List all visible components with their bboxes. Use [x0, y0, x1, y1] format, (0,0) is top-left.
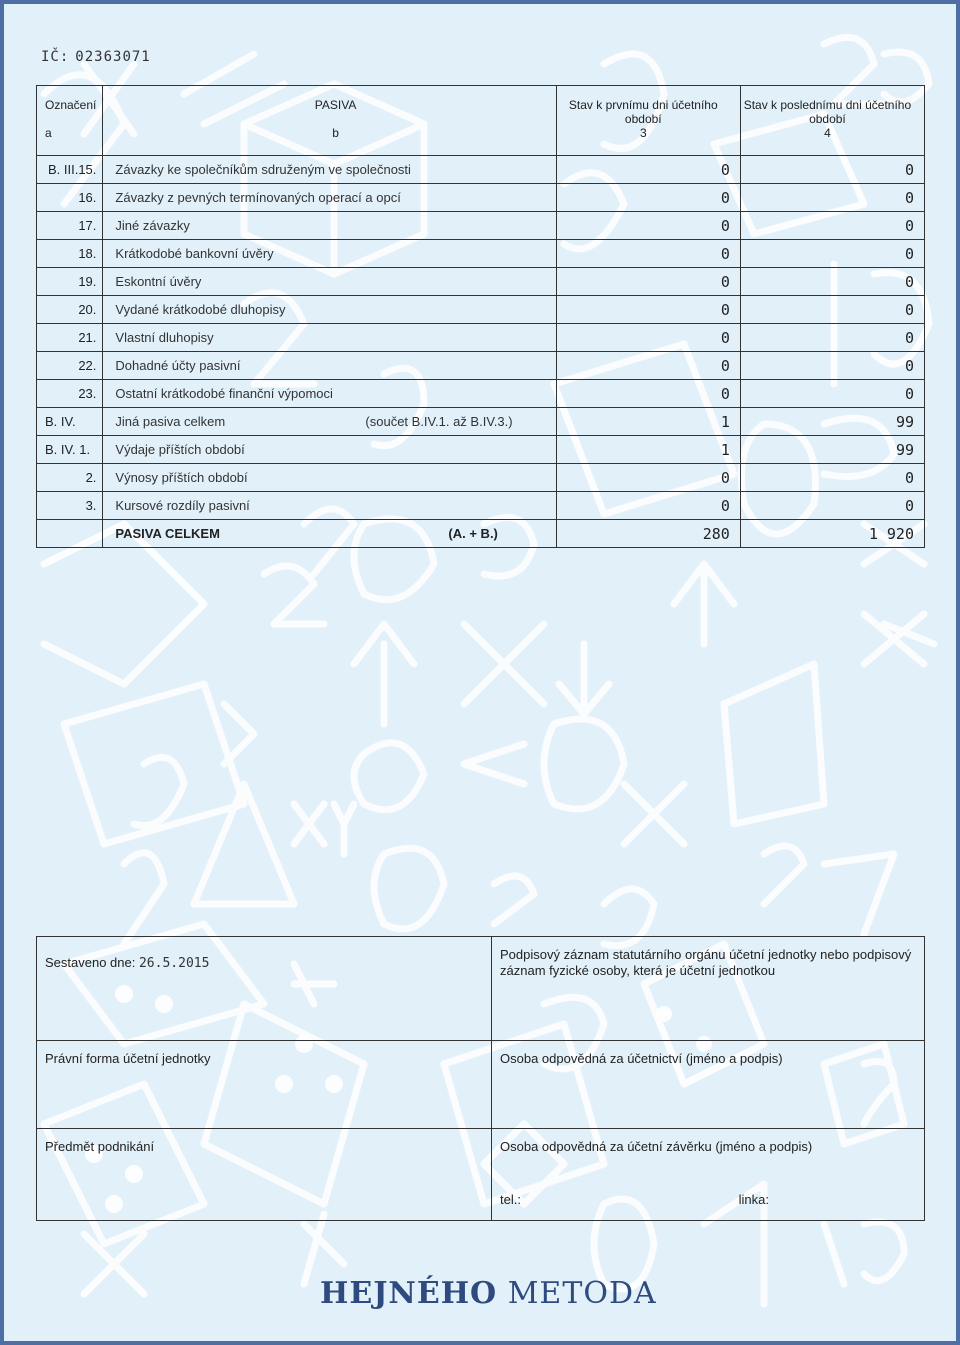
table-row — [37, 240, 925, 268]
table-header-row — [37, 86, 925, 156]
row-value-start: 0 — [556, 352, 740, 380]
row-code: B. IV. — [37, 408, 103, 436]
row-value-start: 0 — [556, 324, 740, 352]
row-label: Vydané krátkodobé dluhopisy — [103, 296, 556, 324]
tel-label: tel.: — [500, 1192, 521, 1207]
hejneho-metoda-logo — [320, 1276, 657, 1311]
logo-regular: METODA — [507, 1276, 657, 1311]
row-value-start: 0 — [556, 464, 740, 492]
row-value-end: 0 — [740, 324, 924, 352]
col-b-sub: b — [332, 126, 339, 140]
row-code: 18. — [37, 240, 103, 268]
total-label-cell — [103, 520, 556, 548]
signature-row-3 — [37, 1129, 925, 1221]
row-label: Výdaje příštích období — [103, 436, 556, 464]
row-value-end: 99 — [740, 436, 924, 464]
row-value-start: 0 — [556, 156, 740, 184]
col-b-title: PASIVA — [314, 98, 357, 112]
row-value-start: 0 — [556, 184, 740, 212]
row-value-end: 0 — [740, 492, 924, 520]
row-value-end: 0 — [740, 352, 924, 380]
row-label: Kursové rozdíly pasivní — [103, 492, 556, 520]
table-row — [37, 268, 925, 296]
row-label: Jiné závazky — [103, 212, 556, 240]
col-a-title: Označení — [45, 98, 97, 112]
table-row — [37, 324, 925, 352]
ic-value: 02363071 — [75, 49, 151, 65]
row-value-end: 0 — [740, 464, 924, 492]
table-row — [37, 156, 925, 184]
row-code: 17. — [37, 212, 103, 240]
row-value-end: 0 — [740, 268, 924, 296]
row-value-start: 0 — [556, 240, 740, 268]
row-value-start: 0 — [556, 380, 740, 408]
contact-line — [500, 1192, 916, 1207]
row-label: Krátkodobé bankovní úvěry — [103, 240, 556, 268]
table-row — [37, 464, 925, 492]
signature-row-2 — [37, 1041, 925, 1129]
row-value-end: 99 — [740, 408, 924, 436]
row-value-end: 0 — [740, 240, 924, 268]
row-label: Ostatní krátkodobé finanční výpomoci — [103, 380, 556, 408]
podpis-statutar-cell[interactable] — [492, 937, 925, 1041]
col-3-title: Stav k prvnímu dni účetního období — [568, 98, 718, 126]
col-4-title: Stav k poslednímu dni účetního období — [743, 98, 912, 126]
row-value-end: 0 — [740, 156, 924, 184]
row-code: 21. — [37, 324, 103, 352]
table-row — [37, 408, 925, 436]
table-row — [37, 492, 925, 520]
col-4-header — [740, 86, 924, 156]
table-row — [37, 380, 925, 408]
row-code: 20. — [37, 296, 103, 324]
osoba-ucetnictvi-cell[interactable] — [492, 1041, 925, 1129]
table-row — [37, 352, 925, 380]
row-label: Závazky ke společníkům sdruženým ve společnosti — [103, 156, 556, 184]
row-value-end: 0 — [740, 184, 924, 212]
col-3-sub: 3 — [639, 126, 647, 140]
signature-row-1 — [37, 937, 925, 1041]
row-code: B. IV. 1. — [37, 436, 103, 464]
table-row — [37, 436, 925, 464]
col-3-header — [556, 86, 740, 156]
ic-line — [41, 49, 151, 65]
table-row — [37, 184, 925, 212]
predmet-label: Předmět podnikání — [45, 1139, 155, 1154]
row-code: 2. — [37, 464, 103, 492]
row-label: Jiná pasiva celkem — [115, 414, 226, 429]
row-code: 19. — [37, 268, 103, 296]
row-label: Dohadné účty pasivní — [103, 352, 556, 380]
pravni-forma-cell[interactable] — [37, 1041, 492, 1129]
row-label-with-note — [103, 408, 556, 436]
row-value-start: 0 — [556, 212, 740, 240]
signature-table — [36, 936, 925, 1221]
col-4-sub: 4 — [824, 126, 831, 140]
col-a-header — [37, 86, 103, 156]
row-label: Závazky z pevných termínovaných operací a opcí — [103, 184, 556, 212]
pasiva-table — [36, 85, 925, 548]
row-code: 3. — [37, 492, 103, 520]
row-value-start: 1 — [556, 408, 740, 436]
total-label: PASIVA CELKEM — [115, 526, 220, 541]
row-sum-note: (součet B.IV.1. až B.IV.3.) — [365, 414, 513, 429]
row-code: 23. — [37, 380, 103, 408]
row-code: B. III.15. — [37, 156, 103, 184]
sestaveno-date[interactable]: 26.5.2015 — [138, 956, 210, 971]
row-label: Eskontní úvěry — [103, 268, 556, 296]
row-code: 16. — [37, 184, 103, 212]
row-value-end: 0 — [740, 212, 924, 240]
osoba-ucetnictvi-label: Osoba odpovědná za účetnictví (jméno a podpis) — [500, 1051, 783, 1066]
sestaveno-label: Sestaveno dne: — [45, 955, 136, 970]
row-value-start: 0 — [556, 268, 740, 296]
col-b-header — [103, 86, 556, 156]
total-value-start: 280 — [556, 520, 740, 548]
table-row — [37, 212, 925, 240]
ic-label: IČ: — [41, 49, 70, 65]
row-value-end: 0 — [740, 296, 924, 324]
sestaveno-cell[interactable] — [37, 937, 492, 1041]
pravni-forma-label: Právní forma účetní jednotky — [45, 1051, 211, 1066]
total-row — [37, 520, 925, 548]
row-value-start: 1 — [556, 436, 740, 464]
linka-label: linka: — [738, 1192, 769, 1207]
table-row — [37, 296, 925, 324]
podpis-statutar-label: Podpisový záznam statutárního orgánu účetní jednotky nebo podpisový záznam fyzické osoby, která je účetní jednotkou — [500, 947, 912, 978]
row-code: 22. — [37, 352, 103, 380]
row-value-end: 0 — [740, 380, 924, 408]
osoba-zaverka-label: Osoba odpovědná za účetní závěrku (jméno a podpis) — [500, 1139, 813, 1154]
row-label: Vlastní dluhopisy — [103, 324, 556, 352]
osoba-zaverka-cell[interactable] — [492, 1129, 925, 1221]
total-value-end: 1 920 — [740, 520, 924, 548]
logo-bold: HEJNÉHO — [320, 1276, 498, 1311]
row-value-start: 0 — [556, 492, 740, 520]
predmet-cell[interactable] — [37, 1129, 492, 1221]
row-value-start: 0 — [556, 296, 740, 324]
row-label: Výnosy příštích období — [103, 464, 556, 492]
col-a-sub: a — [45, 126, 52, 140]
total-note: (A. + B.) — [448, 526, 498, 541]
total-code — [37, 520, 103, 548]
